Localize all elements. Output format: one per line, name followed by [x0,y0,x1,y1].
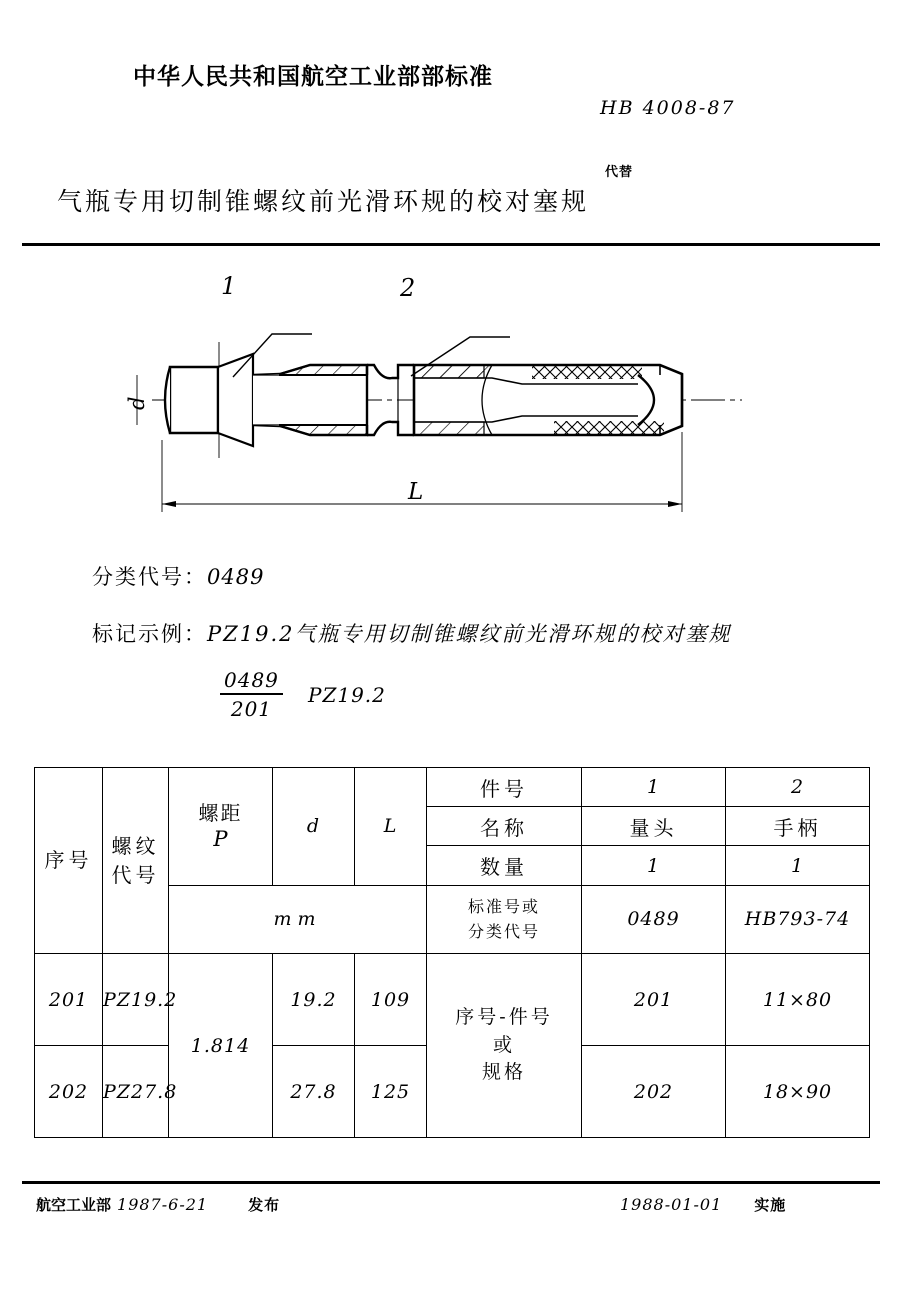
part-no-2: 2 [726,768,870,807]
part-2-label: 2 [400,274,416,302]
part-std-code-2: HB793-74 [726,885,870,953]
marking-label: 标记示例： [92,622,207,646]
footer-divider [22,1181,880,1184]
fraction-numerator: 0489 [220,668,283,695]
part-no-1: 1 [582,768,726,807]
classification-label: 分类代号： [92,565,207,589]
row-seq-201: 201 [35,954,103,1046]
classification-note [92,561,264,591]
marking-example-note [92,618,731,648]
footer-issue-date: 1987-6-21 [117,1195,209,1214]
row-d-201: 19.2 [273,954,355,1046]
part-name-2: 手柄 [726,807,870,846]
part-qty-1: 1 [582,846,726,885]
dimension-d-label: d [125,396,149,410]
row-pitch-shared: 1.814 [169,954,273,1138]
row-spec-part1-202: 202 [582,1046,726,1138]
header-qty: 数量 [427,846,582,885]
part-qty-2: 1 [726,846,870,885]
row-spec-part1-201: 201 [582,954,726,1046]
row-thread-code-202: PZ27.8 [103,1046,169,1138]
standard-number: HB 4008-87 [600,97,736,119]
row-seq-202: 202 [35,1046,103,1138]
row-d-202: 27.8 [273,1046,355,1138]
specification-table [34,767,870,1138]
knurl-band-upper [532,366,642,379]
row-thread-code-201: PZ19.2 [103,954,169,1046]
designation-code: PZ19.2 [308,683,386,707]
row-L-201: 109 [355,954,427,1046]
footer-effective [620,1194,786,1215]
row-spec-part2-202: 18×90 [726,1046,870,1138]
designation-fraction [220,668,283,721]
header-divider [22,243,880,246]
knurl-band-lower [554,421,664,434]
issuing-organization: 中华人民共和国航空工业部部标准 [133,64,493,90]
dimension-L-label: L [408,479,424,505]
table-row [35,954,870,1046]
footer-effective-label: 实施 [754,1196,787,1214]
fraction-denominator: 201 [230,697,273,721]
footer-issue-label: 发布 [248,1196,281,1214]
header-std-code: 标准号或 分类代号 [427,885,582,953]
header-pitch: 螺距 P [169,768,273,886]
technical-drawing [22,262,880,534]
replaces-label: 代替 [605,165,634,180]
footer-issue [36,1194,280,1215]
page-title: 气瓶专用切制锥螺纹前光滑环规的校对塞规 [57,187,590,216]
table-header-row-part-no [35,768,870,807]
header-seq: 序号 [35,768,103,954]
row-L-202: 125 [355,1046,427,1138]
footer-effective-date: 1988-01-01 [620,1195,723,1214]
part-name-1: 量头 [582,807,726,846]
part-1-label: 1 [221,272,237,300]
header-part-no: 件号 [427,768,582,807]
marking-value: PZ19.2气瓶专用切制锥螺纹前光滑环规的校对塞规 [207,622,732,646]
header-name: 名称 [427,807,582,846]
header-unit: mm [169,885,427,953]
header-spec: 序号-件号 或 规格 [427,954,582,1138]
classification-value: 0489 [207,565,265,589]
header-L: L [355,768,427,886]
part-std-code-1: 0489 [582,885,726,953]
row-spec-part2-201: 11×80 [726,954,870,1046]
footer-agency: 航空工业部 [36,1196,112,1214]
header-thread-code: 螺纹代号 [103,768,169,954]
header-d: d [273,768,355,886]
